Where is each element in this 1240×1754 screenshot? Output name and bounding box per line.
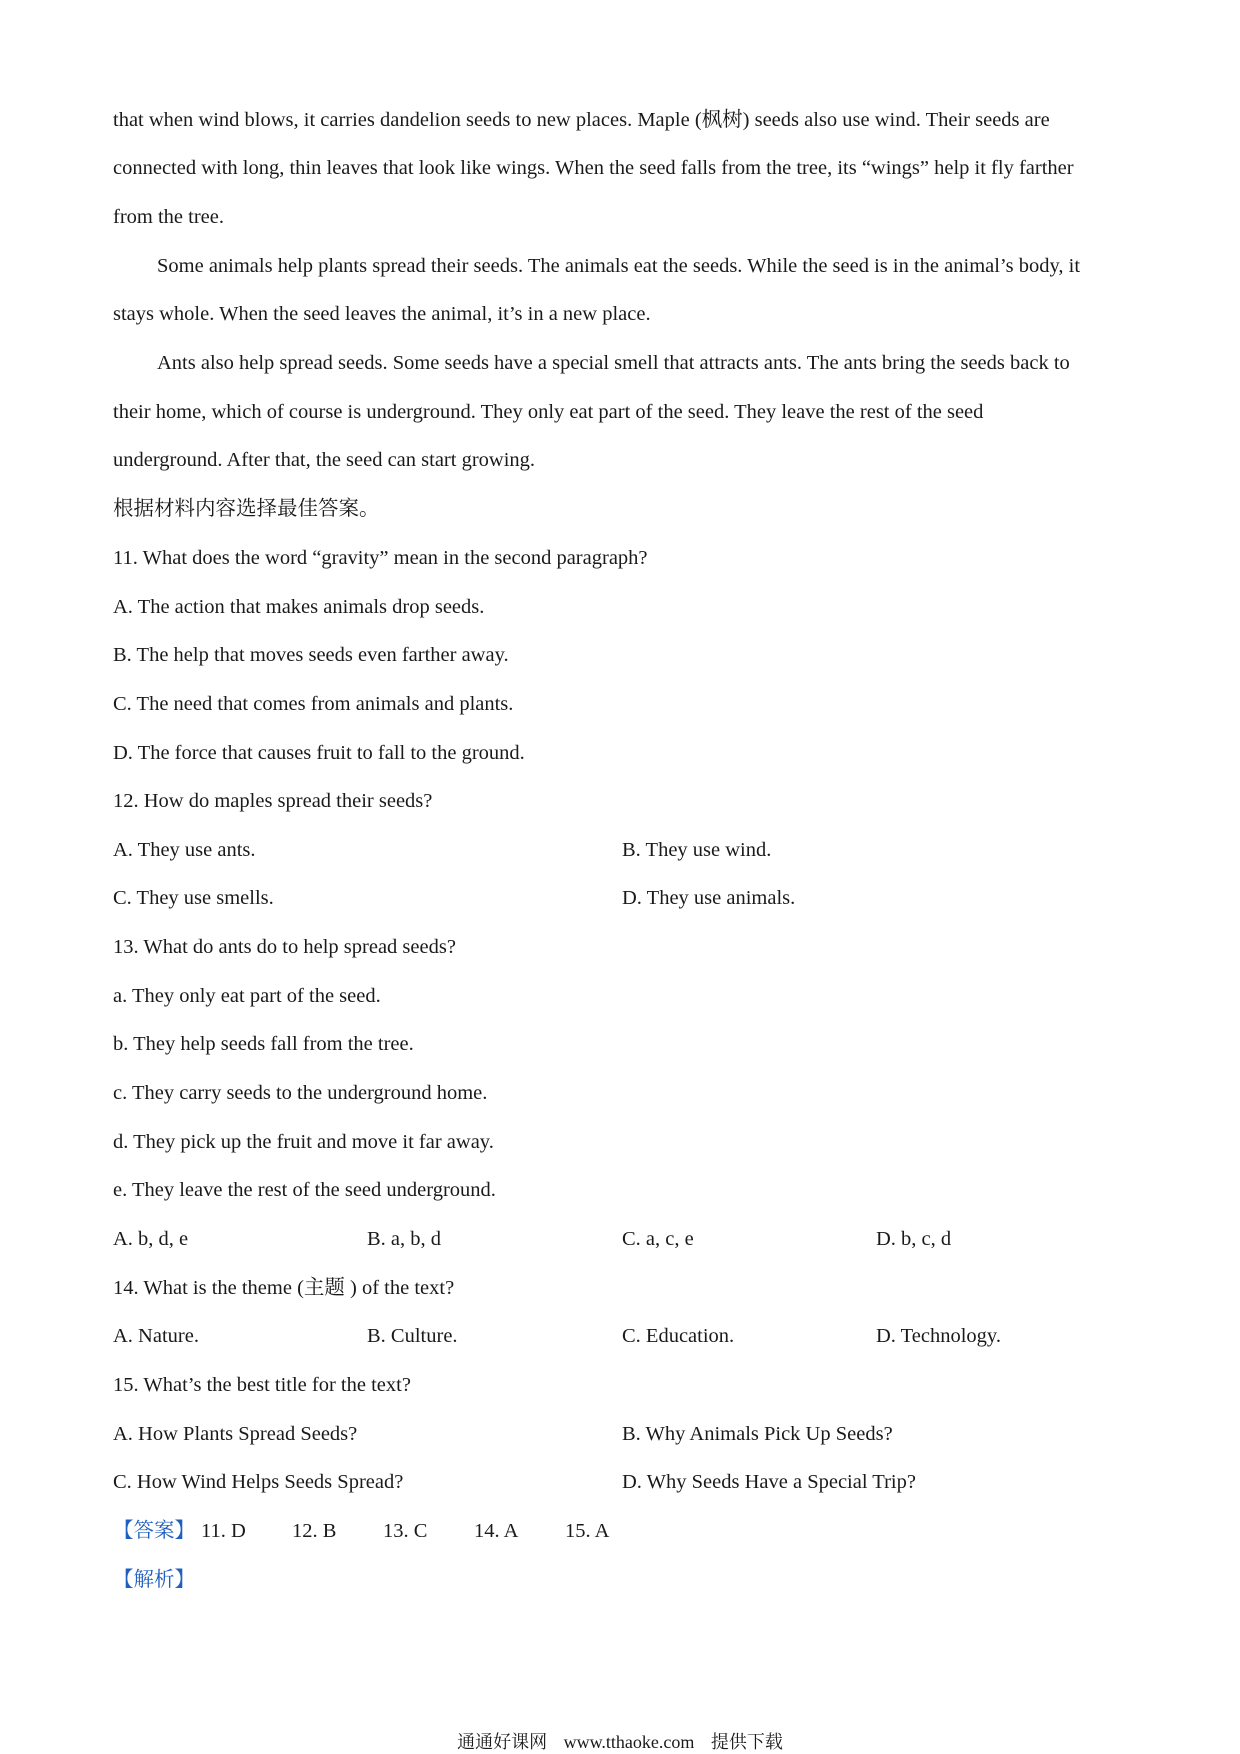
analysis-label: 【解析】 bbox=[113, 1569, 195, 1591]
question-15-option-c: C. How Wind Helps Seeds Spread? bbox=[113, 1471, 404, 1493]
answer-label: 【答案】 bbox=[113, 1520, 195, 1542]
passage-line: connected with long, thin leaves that look like wings. When the seed falls from the tree, its “wings” help it fly farther bbox=[113, 157, 1074, 179]
question-12-option-c: C. They use smells. bbox=[113, 887, 274, 909]
question-13-statement-e: e. They leave the rest of the seed underground. bbox=[113, 1179, 496, 1201]
passage-line: that when wind blows, it carries dandelion seeds to new places. Maple (枫树) seeds also use wind. Their seeds are bbox=[113, 109, 1050, 131]
passage-line: underground. After that, the seed can start growing. bbox=[113, 449, 536, 471]
question-11-stem: 11. What does the word “gravity” mean in the second paragraph? bbox=[113, 547, 648, 569]
footer-url[interactable]: www.tthaoke.com bbox=[563, 1732, 695, 1752]
question-13-option-a: A. b, d, e bbox=[113, 1228, 189, 1250]
question-14-option-a: A. Nature. bbox=[113, 1325, 199, 1347]
answer-item: 11. D bbox=[201, 1520, 246, 1542]
question-13-option-d: D. b, c, d bbox=[876, 1228, 952, 1250]
question-12-stem: 12. How do maples spread their seeds? bbox=[113, 790, 433, 812]
question-15-stem: 15. What’s the best title for the text? bbox=[113, 1374, 411, 1396]
footer-site-name: 通通好课网 bbox=[457, 1732, 548, 1752]
question-13-statement-a: a. They only eat part of the seed. bbox=[113, 985, 381, 1007]
question-13-stem: 13. What do ants do to help spread seeds? bbox=[113, 936, 456, 958]
question-14-stem: 14. What is the theme (主题 ) of the text? bbox=[113, 1277, 455, 1299]
question-13-statement-b: b. They help seeds fall from the tree. bbox=[113, 1033, 414, 1055]
question-13-option-c: C. a, c, e bbox=[622, 1228, 694, 1250]
question-15-option-a: A. How Plants Spread Seeds? bbox=[113, 1423, 358, 1445]
question-12-option-a: A. They use ants. bbox=[113, 839, 256, 861]
analysis-line bbox=[113, 1566, 1133, 1594]
passage-line: their home, which of course is underground. They only eat part of the seed. They leave the rest of the seed bbox=[113, 401, 984, 423]
question-14-option-d: D. Technology. bbox=[876, 1325, 1001, 1347]
question-11-option-d: D. The force that causes fruit to fall to the ground. bbox=[113, 742, 525, 764]
question-11-option-b: B. The help that moves seeds even farther away. bbox=[113, 644, 509, 666]
question-15-option-b: B. Why Animals Pick Up Seeds? bbox=[622, 1423, 893, 1445]
question-13-statement-d: d. They pick up the fruit and move it far away. bbox=[113, 1131, 494, 1153]
question-15-options-row1 bbox=[113, 1420, 1133, 1448]
answer-line bbox=[113, 1517, 1133, 1545]
page-footer bbox=[0, 1731, 1240, 1753]
question-14-option-c: C. Education. bbox=[622, 1325, 735, 1347]
question-15-option-d: D. Why Seeds Have a Special Trip? bbox=[622, 1471, 916, 1493]
question-12-options-row2 bbox=[113, 884, 1133, 912]
passage-line: Some animals help plants spread their seeds. The animals eat the seeds. While the seed is in the animal’s body, it bbox=[157, 255, 1081, 277]
instruction-text: 根据材料内容选择最佳答案。 bbox=[113, 498, 380, 520]
question-13-option-b: B. a, b, d bbox=[367, 1228, 442, 1250]
question-11-option-c: C. The need that comes from animals and plants. bbox=[113, 693, 514, 715]
answer-item: 12. B bbox=[292, 1520, 337, 1542]
question-12-options-row1 bbox=[113, 836, 1133, 864]
question-12-option-d: D. They use animals. bbox=[622, 887, 796, 909]
passage-line: from the tree. bbox=[113, 206, 224, 228]
question-15-options-row2 bbox=[113, 1468, 1133, 1496]
question-14-option-b: B. Culture. bbox=[367, 1325, 458, 1347]
question-13-statement-c: c. They carry seeds to the underground home. bbox=[113, 1082, 488, 1104]
answer-item: 15. A bbox=[565, 1520, 610, 1542]
passage-line: Ants also help spread seeds. Some seeds have a special smell that attracts ants. The ants bring the seeds back to bbox=[157, 352, 1070, 374]
question-11-option-a: A. The action that makes animals drop seeds. bbox=[113, 596, 485, 618]
passage-line: stays whole. When the seed leaves the animal, it’s in a new place. bbox=[113, 303, 651, 325]
answer-item: 14. A bbox=[474, 1520, 519, 1542]
footer-tagline: 提供下载 bbox=[710, 1732, 783, 1752]
answer-item: 13. C bbox=[383, 1520, 428, 1542]
question-12-option-b: B. They use wind. bbox=[622, 839, 772, 861]
